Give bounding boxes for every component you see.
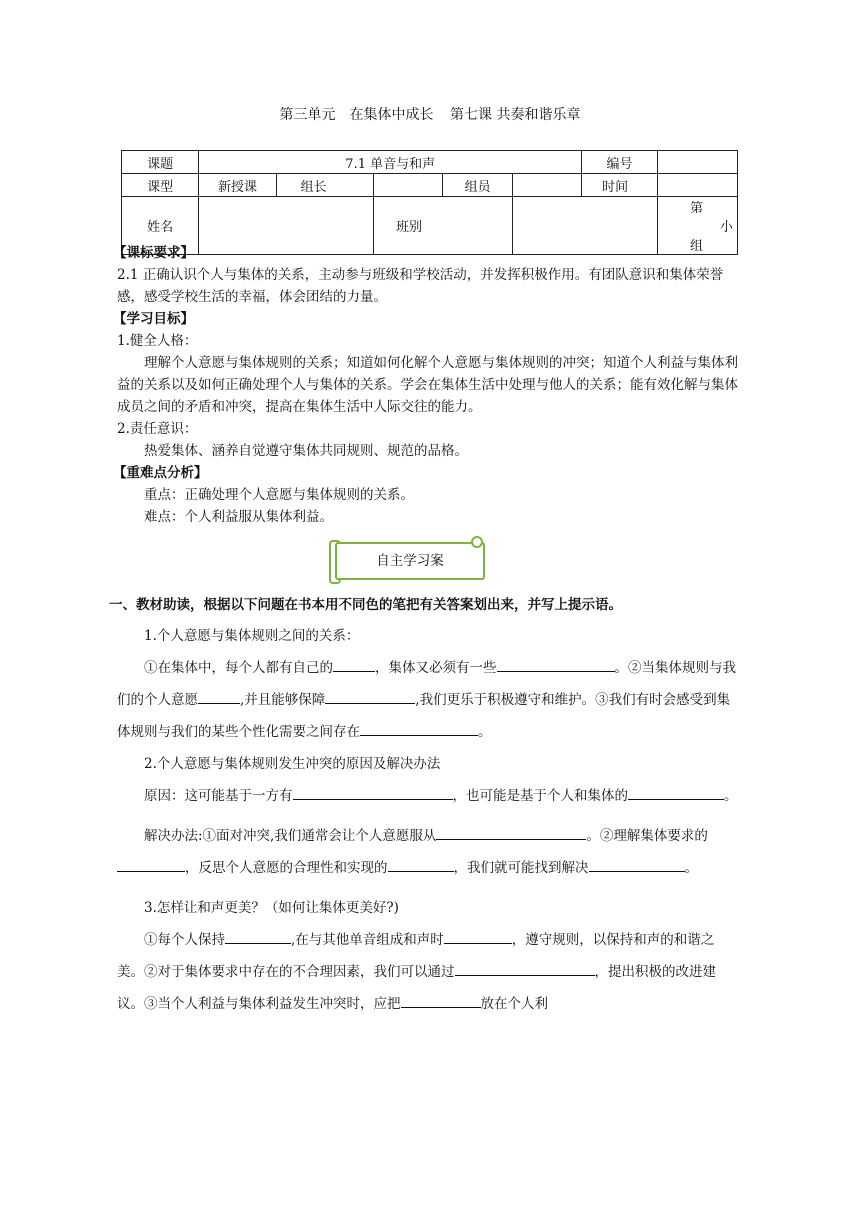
sub-heading: 2.个人意愿与集体规则发生冲突的原因及解决办法 bbox=[144, 756, 441, 772]
difficult-point: 难点：个人利益服从集体利益。 bbox=[144, 509, 333, 525]
section-heading: 【重难点分析】 bbox=[113, 465, 208, 481]
answer-blank[interactable] bbox=[388, 857, 454, 872]
text-run: ，遵守规则，以保持和声的和谐之美。②对于集体要求中存在的不合理因素，我们可以通过 bbox=[117, 932, 715, 980]
study-body bbox=[117, 620, 739, 1020]
table-cell[interactable] bbox=[373, 174, 442, 197]
answer-blank[interactable] bbox=[589, 857, 685, 872]
table-cell: 时间 bbox=[582, 174, 658, 197]
answer-blank[interactable] bbox=[436, 825, 586, 840]
text-run: ，也可能是基于个人和集体的 bbox=[452, 788, 628, 804]
text-run: ,我们更乐于积极遵守和维护。③我们有时会感受到集体规则与我们的某些个性化需要之间存在 bbox=[117, 692, 731, 740]
table-cell: 课型 bbox=[122, 174, 199, 197]
answer-blank[interactable] bbox=[444, 929, 512, 944]
paragraph: 热爱集体、涵养自觉遵守集体共同规则、规范的品格。 bbox=[144, 443, 468, 459]
fill-paragraph bbox=[117, 780, 739, 812]
section-heading: 【课标要求】 bbox=[113, 245, 194, 261]
text-run: 。②当集体规则与我们的个人意愿 bbox=[117, 660, 736, 708]
text-run: ,在与其他单音组成和声时 bbox=[291, 932, 444, 948]
unit-title: 第三单元 在集体中成长 bbox=[279, 107, 434, 123]
table-cell[interactable] bbox=[512, 174, 581, 197]
group-prefix: 第 bbox=[689, 201, 703, 216]
text-run: 。②理解集体要求的 bbox=[586, 828, 708, 844]
section-heading: 【学习目标】 bbox=[113, 311, 194, 327]
answer-blank[interactable] bbox=[455, 961, 595, 976]
text-run: ,并且能够保障 bbox=[240, 692, 326, 708]
answer-blank[interactable] bbox=[401, 993, 481, 1008]
answer-blank[interactable] bbox=[325, 689, 415, 704]
table-cell: 课题 bbox=[122, 151, 199, 174]
table-cell: 组员 bbox=[443, 174, 513, 197]
answer-blank[interactable] bbox=[117, 857, 185, 872]
text-run: 原因：这可能基于一方有 bbox=[144, 788, 293, 804]
answer-blank[interactable] bbox=[333, 657, 375, 672]
fill-paragraph bbox=[117, 924, 739, 1020]
sub-heading: 2.责任意识： bbox=[117, 421, 198, 437]
text-run: ，我们就可能找到解决 bbox=[453, 860, 589, 876]
group-suffix: 小组 bbox=[689, 220, 733, 254]
text-run: ，集体又必须有一些 bbox=[375, 660, 497, 676]
paragraph: 2.1 正确认识个人与集体的关系，主动参与班级和学校活动，并发挥积极作用。有团队意识和集体荣誉感，感受学校生活的幸福，体会团结的力量。 bbox=[117, 267, 724, 305]
table-cell: 编号 bbox=[582, 151, 658, 174]
question-heading: 一、教材助读，根据以下问题在书本用不同色的笔把有关答案划出来，并写上提示语。 bbox=[109, 597, 622, 613]
table-cell: 7.1 单音与和声 bbox=[199, 151, 582, 174]
text-run: ①每个人保持 bbox=[144, 932, 225, 948]
table-cell[interactable] bbox=[657, 151, 737, 174]
fill-paragraph bbox=[117, 652, 739, 748]
answer-blank[interactable] bbox=[497, 657, 615, 672]
main-content bbox=[109, 242, 739, 1020]
table-cell[interactable] bbox=[657, 174, 737, 197]
text-run: 。 bbox=[684, 860, 698, 876]
answer-blank[interactable] bbox=[628, 785, 724, 800]
table-cell: 姓名 bbox=[122, 197, 199, 255]
answer-blank[interactable] bbox=[225, 929, 291, 944]
scroll-curl-top bbox=[471, 536, 483, 548]
table-cell: 班别 bbox=[373, 197, 512, 255]
fill-paragraph bbox=[117, 820, 739, 884]
sub-heading: 1.健全人格： bbox=[117, 333, 198, 349]
table-cell: 新授课 bbox=[199, 174, 276, 197]
text-run: 。 bbox=[478, 724, 492, 740]
text-run: ，反思个人意愿的合理性和实现的 bbox=[185, 860, 388, 876]
text-run: 放在个人利 bbox=[480, 996, 548, 1012]
lesson-title: 第七课 共奏和谐乐章 bbox=[450, 107, 581, 123]
scroll-banner bbox=[329, 538, 477, 576]
text-run: ①在集体中，每个人都有自己的 bbox=[144, 660, 333, 676]
text-run: 。 bbox=[724, 788, 738, 804]
sub-heading: 3.怎样让和声更美？（如何让集体更美好?) bbox=[144, 900, 399, 916]
table-cell: 组长 bbox=[276, 174, 373, 197]
text-run: 解决办法:①面对冲突,我们通常会让个人意愿服从 bbox=[144, 828, 437, 844]
answer-blank[interactable] bbox=[360, 721, 478, 736]
text-run: ，提出积极的改进建议。③当个人利益与集体利益发生冲突时，应把 bbox=[117, 964, 716, 1012]
sub-heading: 1.个人意愿与集体规则之间的关系： bbox=[144, 628, 360, 644]
key-point: 重点：正确处理个人意愿与集体规则的关系。 bbox=[144, 487, 414, 503]
table-row bbox=[122, 151, 738, 174]
info-table bbox=[121, 150, 738, 255]
paragraph: 理解个人意愿与集体规则的关系；知道如何化解个人意愿与集体规则的冲突；知道个人利益与集体利益的关系以及如何正确处理个人与集体的关系。学会在集体生活中处理与他人的关系；能有效化解与集体成员之间的矛盾和冲突，提高在集体生活中人际交往的能力。 bbox=[117, 355, 738, 415]
answer-blank[interactable] bbox=[293, 785, 453, 800]
banner-label: 自主学习案 bbox=[335, 542, 485, 580]
answer-blank[interactable] bbox=[198, 689, 240, 704]
table-row bbox=[122, 174, 738, 197]
page-title bbox=[0, 104, 860, 124]
